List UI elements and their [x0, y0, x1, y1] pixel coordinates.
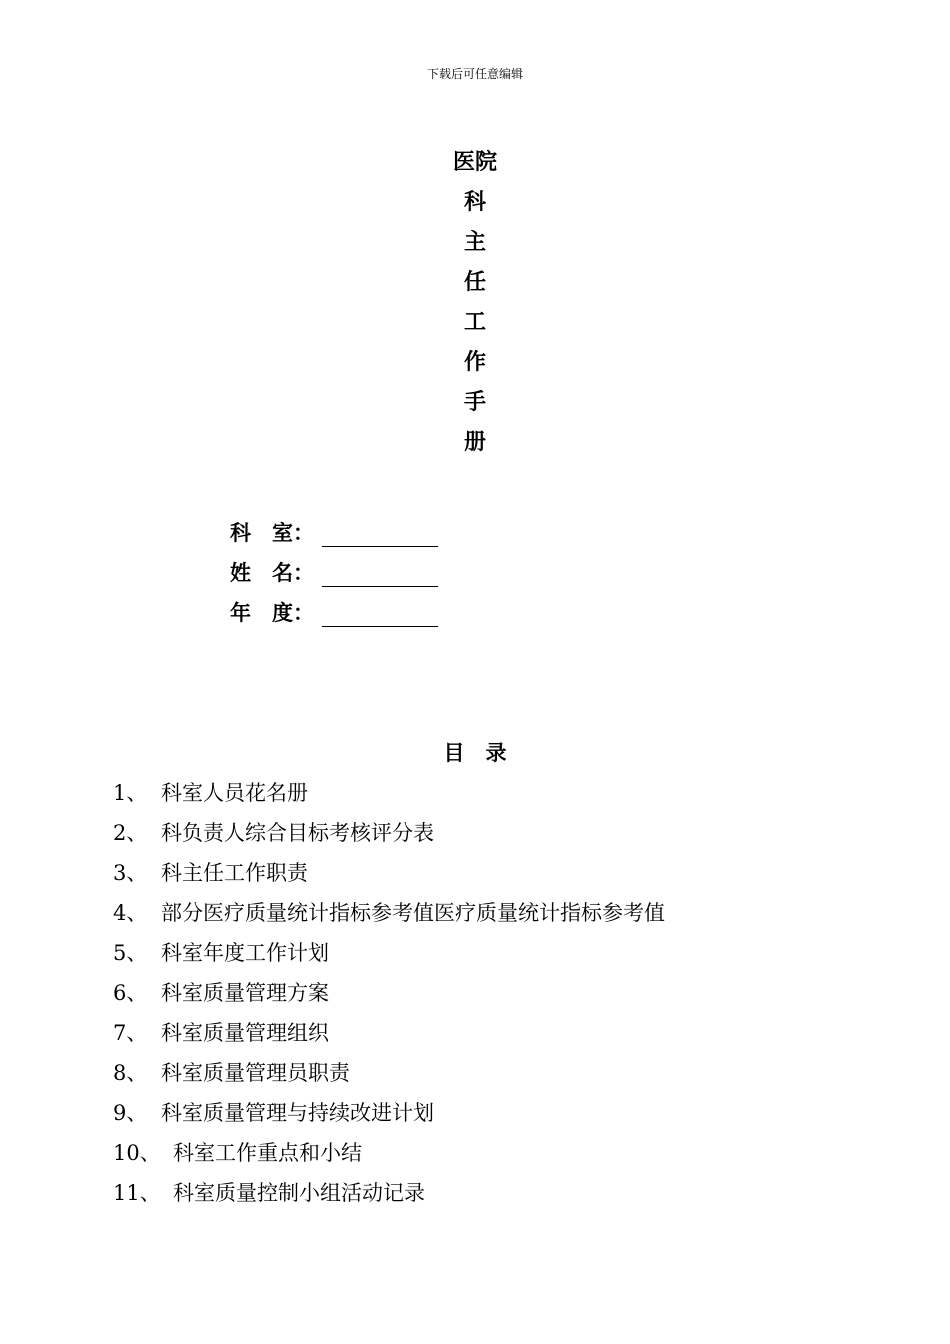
toc-item-number: 8、	[113, 1061, 148, 1085]
toc-item-text: 科室质量管理方案	[161, 981, 329, 1005]
title-line: 主	[463, 229, 486, 255]
toc-item[interactable]	[113, 893, 665, 933]
title-line: 册	[463, 429, 486, 455]
toc-item-number: 3、	[113, 861, 148, 885]
title-line: 医院	[452, 149, 497, 175]
toc-item-text: 科室质量控制小组活动记录	[173, 1181, 425, 1205]
title-line: 科	[463, 189, 486, 215]
name-label: 姓 名：	[230, 560, 314, 585]
department-row	[230, 513, 438, 553]
department-label: 科 室：	[230, 520, 314, 545]
title-line: 任	[463, 269, 486, 295]
toc-item-text: 科室质量管理员职责	[161, 1061, 350, 1085]
year-label: 年 度：	[230, 600, 314, 625]
toc-item-number: 2、	[113, 821, 148, 845]
toc-item-text: 科室质量管理与持续改进计划	[161, 1101, 434, 1125]
toc-item-number: 5、	[113, 941, 148, 965]
toc-item-text: 科室工作重点和小结	[173, 1141, 362, 1165]
toc-item[interactable]	[113, 773, 665, 813]
info-fields	[230, 513, 438, 633]
toc-item[interactable]	[113, 853, 665, 893]
toc-item-number: 7、	[113, 1021, 148, 1045]
title-line: 工	[463, 309, 486, 335]
name-row	[230, 553, 438, 593]
toc-item-number: 10、	[113, 1141, 161, 1165]
toc-item-text: 部分医疗质量统计指标参考值医疗质量统计指标参考值	[161, 901, 665, 925]
toc-item-text: 科主任工作职责	[161, 861, 308, 885]
toc-item[interactable]	[113, 1173, 665, 1213]
toc-item-number: 6、	[113, 981, 148, 1005]
document-title	[0, 142, 950, 462]
name-blank[interactable]	[322, 560, 438, 587]
header-note: 下载后可任意编辑	[426, 67, 523, 81]
title-line: 手	[463, 389, 486, 415]
department-blank[interactable]	[322, 520, 438, 547]
toc-item-number: 4、	[113, 901, 148, 925]
toc-item-number: 1、	[113, 781, 148, 805]
toc-item-text: 科室年度工作计划	[161, 941, 329, 965]
toc-item-number: 9、	[113, 1101, 148, 1125]
toc-item[interactable]	[113, 1093, 665, 1133]
toc-item[interactable]	[113, 933, 665, 973]
year-row	[230, 593, 438, 633]
toc-item[interactable]	[113, 1133, 665, 1173]
toc-item[interactable]	[113, 973, 665, 1013]
title-line: 作	[463, 349, 486, 375]
toc-item-text: 科负责人综合目标考核评分表	[161, 821, 434, 845]
toc-item-number: 11、	[113, 1181, 161, 1205]
toc-item-text: 科室人员花名册	[161, 781, 308, 805]
year-blank[interactable]	[322, 600, 438, 627]
toc-item[interactable]	[113, 1013, 665, 1053]
toc-title: 目 录	[443, 740, 507, 765]
toc-list	[113, 773, 665, 1213]
toc-item-text: 科室质量管理组织	[161, 1021, 329, 1045]
toc-item[interactable]	[113, 813, 665, 853]
toc-item[interactable]	[113, 1053, 665, 1093]
